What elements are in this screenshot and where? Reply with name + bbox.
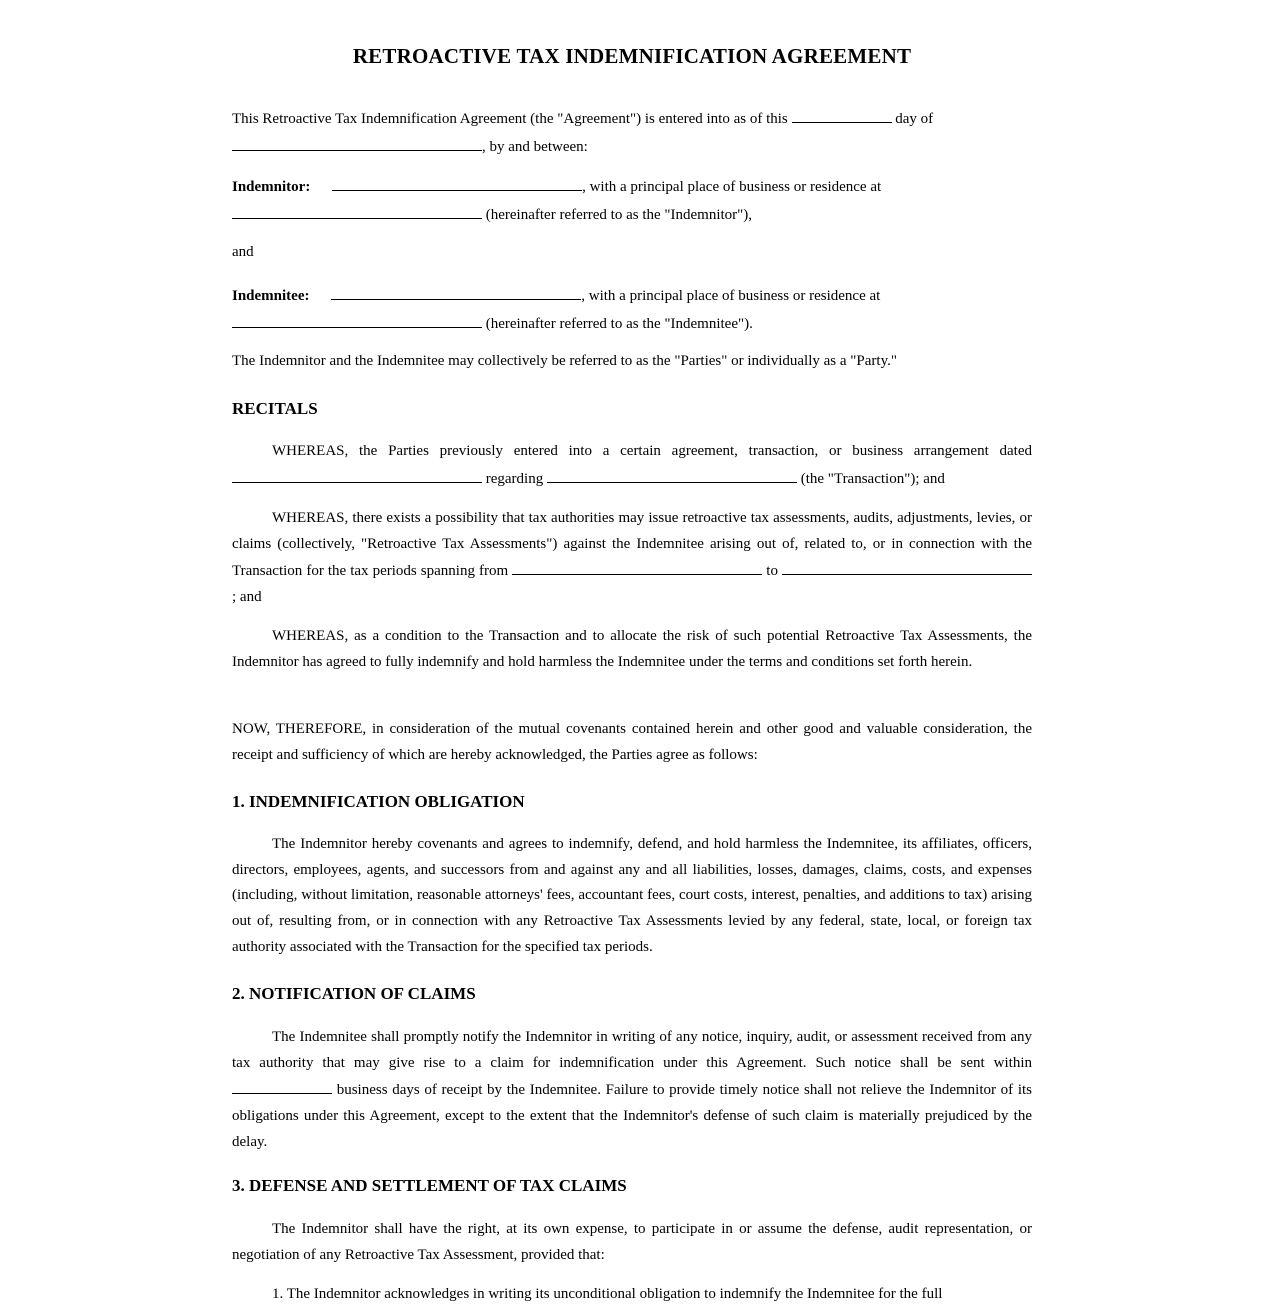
- section-2-text-b: business days of receipt by the Indemnitee. Failure to provide timely notice shall not relieve the Indemnitor of its obligations under this Agreement, except to the extent that the Indemnitor's defense of such claim is materially prejudiced by the delay.: [232, 1082, 1033, 1150]
- document-title: RETROACTIVE TAX INDEMNIFICATION AGREEMENT: [352, 44, 912, 68]
- intro-paragraph: [232, 105, 1032, 160]
- section-1-heading: 1. INDEMNIFICATION OBLIGATION: [232, 792, 525, 811]
- section-3-item-1: 1. The Indemnitor acknowledges in writing its unconditional obligation to indemnify the Indemnitee for the full: [272, 1286, 943, 1302]
- transaction-subject-blank[interactable]: [547, 465, 797, 483]
- recital-2-text-c: ; and: [232, 589, 262, 606]
- indemnitor-paragraph: [232, 173, 1032, 228]
- recital-1-text-b: regarding: [485, 470, 544, 487]
- indemnitee-label: Indemnitee:: [232, 288, 310, 304]
- recital-3: WHEREAS, as a condition to the Transaction and to allocate the risk of such potential Retroactive Tax Assessments, the Indemnitor has agreed to fully indemnify and hold harmless the Indemnitee under the terms and conditions set forth herein.: [232, 628, 1032, 670]
- section-3-heading: 3. DEFENSE AND SETTLEMENT OF TAX CLAIMS: [232, 1176, 627, 1195]
- parties-note: The Indemnitor and the Indemnitee may collectively be referred to as the "Parties" or individually as a "Party.": [232, 353, 897, 369]
- recital-2: [232, 506, 1032, 611]
- section-1-body: The Indemnitor hereby covenants and agrees to indemnify, defend, and hold harmless the Indemnitee, its affiliates, officers, directors, employees, agents, and successors from and against any and all liabilities, losses, damages, claims, costs, and expenses (including, without limitation, reasonable attorneys' fees, accountant fees, court costs, interest, penalties, and additions to tax) arising out of, resulting from, or in connection with any Retroactive Tax Assessments levied by any federal, state, local, or foreign tax authority associated with the Transaction for the specified tax periods.: [232, 836, 1032, 955]
- indemnitor-text-2: (hereinafter referred to as the "Indemnitor"),: [485, 206, 753, 223]
- notice-days-blank[interactable]: [232, 1076, 332, 1094]
- indemnitee-text-1: , with a principal place of business or residence at: [581, 288, 881, 304]
- indemnitor-address-blank[interactable]: [232, 201, 482, 219]
- recitals-heading: RECITALS: [232, 399, 318, 418]
- indemnitee-address-blank[interactable]: [232, 310, 482, 328]
- day-blank[interactable]: [792, 105, 892, 123]
- section-2-body: [232, 1025, 1032, 1156]
- month-year-blank[interactable]: [232, 133, 482, 151]
- section-3-body: The Indemnitor shall have the right, at its own expense, to participate in or assume the defense, audit representation, or negotiation of any Retroactive Tax Assessment, provided that:: [232, 1221, 1032, 1263]
- indemnitor-label: Indemnitor:: [232, 179, 311, 195]
- recital-1-text-a: WHEREAS, the Parties previously entered into a certain agreement, transaction, or business arrangement dated: [272, 443, 1032, 459]
- now-therefore-paragraph: NOW, THEREFORE, in consideration of the mutual covenants contained herein and other good and valuable consideration, the receipt and sufficiency of which are hereby acknowledged, the Parties agree as follows:: [232, 721, 1032, 763]
- recital-2-text-a: WHEREAS, there exists a possibility that tax authorities may issue retroactive tax assessments, audits, adjustments, levies, or claims (collectively, "Retroactive Tax Assessments") against the Indemnitee arising out of, related to, or in connection with the Transaction for the tax periods spanning from: [232, 510, 1032, 580]
- tax-period-start-blank[interactable]: [512, 557, 762, 575]
- transaction-date-blank[interactable]: [232, 465, 482, 483]
- indemnitee-paragraph: [232, 282, 1032, 337]
- recital-1-text-c: (the "Transaction"); and: [800, 470, 945, 487]
- and-word: and: [232, 244, 254, 260]
- intro-text-3: , by and between:: [482, 138, 588, 155]
- section-2-heading: 2. NOTIFICATION OF CLAIMS: [232, 984, 476, 1003]
- section-2-text-a: The Indemnitee shall promptly notify the Indemnitor in writing of any notice, inquiry, audit, or assessment received from any tax authority that may give rise to a claim for indemnification under this Agreement. Such notice shall be sent within: [232, 1029, 1032, 1071]
- indemnitee-name-blank[interactable]: [331, 282, 581, 300]
- indemnitee-text-2: (hereinafter referred to as the "Indemnitee").: [485, 315, 753, 332]
- recital-2-text-b: to: [766, 563, 778, 580]
- tax-period-end-blank[interactable]: [782, 557, 1032, 575]
- intro-text-2: day of: [895, 111, 934, 127]
- recital-1: [232, 439, 1032, 492]
- indemnitor-text-1: , with a principal place of business or residence at: [582, 179, 882, 195]
- indemnitor-name-blank[interactable]: [332, 173, 582, 191]
- intro-text-1: This Retroactive Tax Indemnification Agreement (the "Agreement") is entered into as of this: [232, 111, 788, 127]
